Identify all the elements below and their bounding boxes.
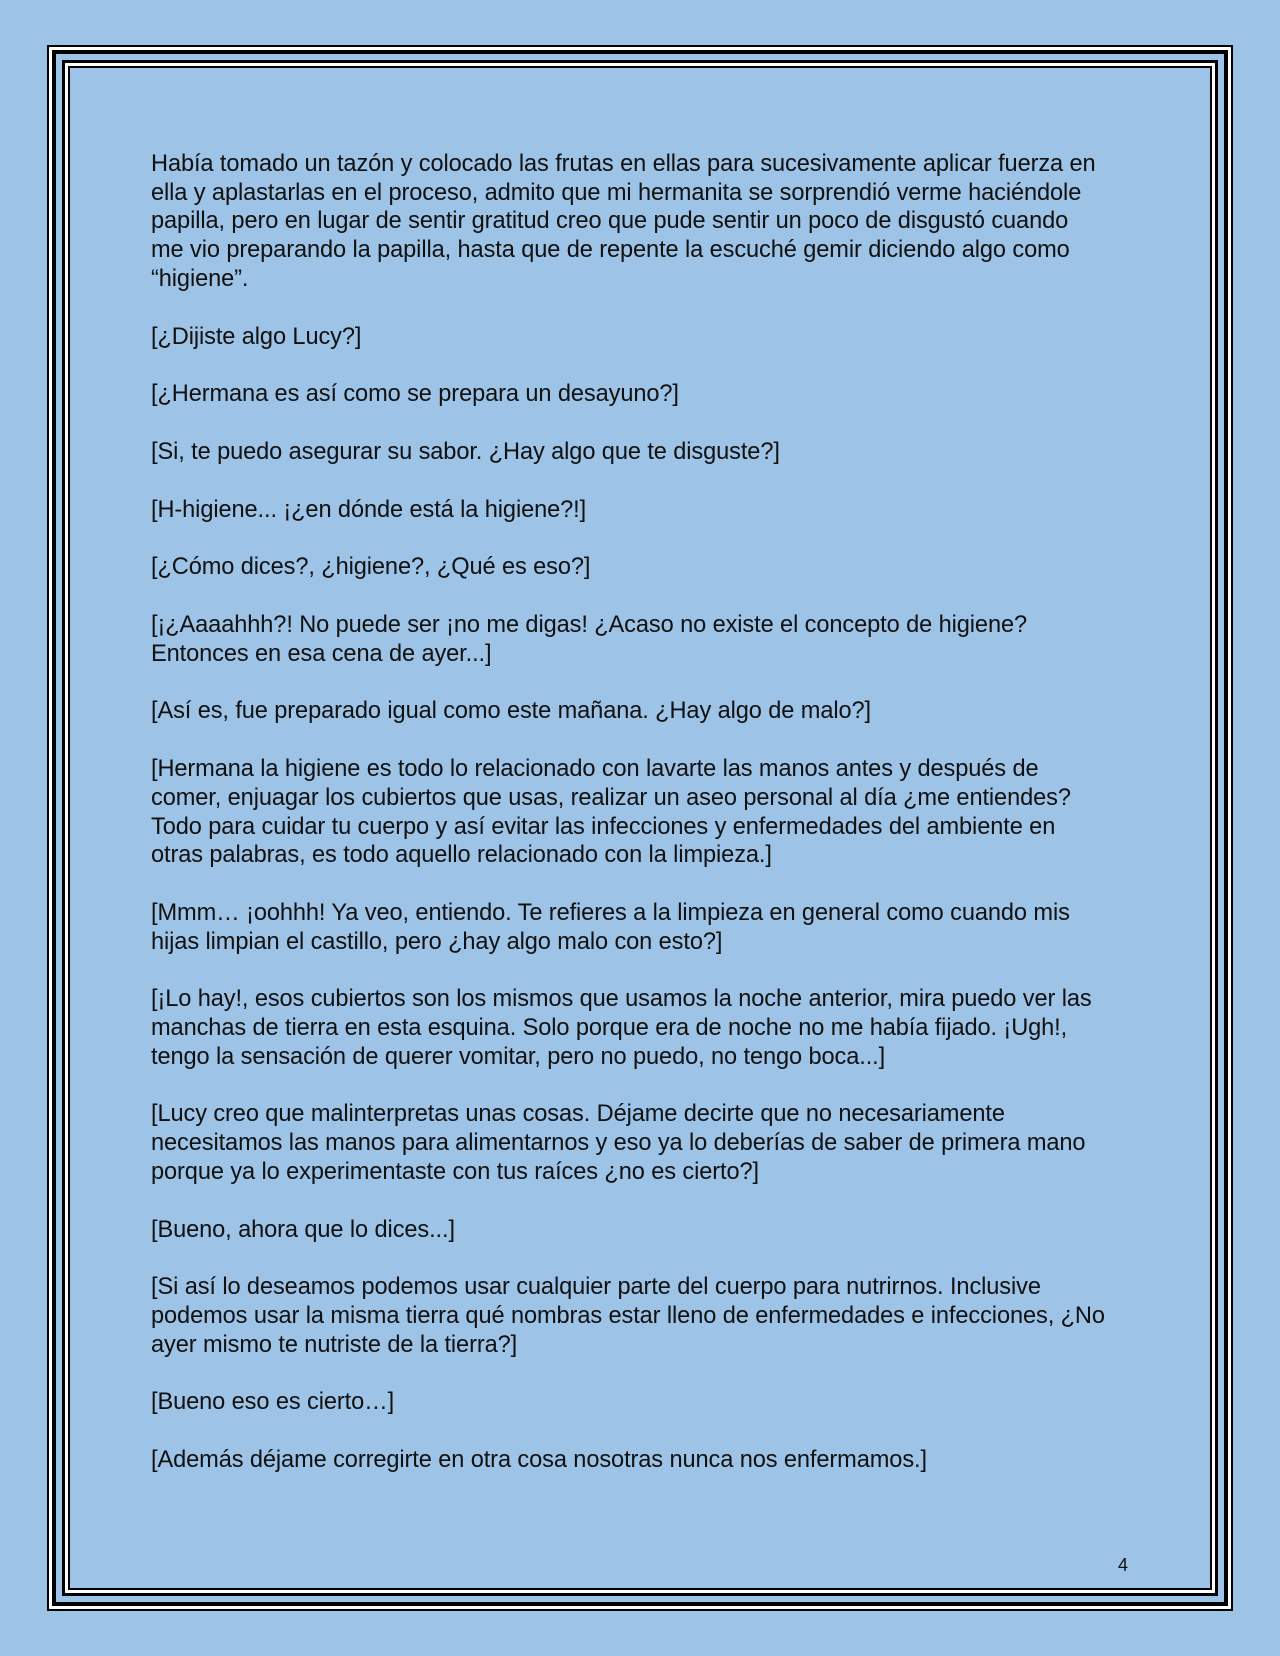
paragraph-dialogue: [Bueno eso es cierto…] bbox=[151, 1389, 395, 1416]
paragraph-dialogue: [Así es, fue preparado igual como este mañana. ¿Hay algo de malo?] bbox=[151, 698, 871, 725]
paragraph-dialogue: [Mmm… ¡oohhh! Ya veo, entiendo. Te refieres a la limpieza en general como cuando mis hijas limpian el castillo, pero ¿hay algo malo con esto?] bbox=[151, 899, 1070, 955]
paragraph-dialogue: [Bueno, ahora que lo dices...] bbox=[151, 1216, 455, 1243]
paragraph-dialogue: [¡¿Aaaahhh?! No puede ser ¡no me digas! ¿Acaso no existe el concepto de higiene? Entonces en esa cena de ayer...] bbox=[151, 612, 1028, 667]
paragraph-dialogue: [Si, te puedo asegurar su sabor. ¿Hay algo que te disguste?] bbox=[151, 438, 780, 465]
paragraph-dialogue: [Si así lo deseamos podemos usar cualquier parte del cuerpo para nutrirnos. Inclusive podemos usar la misma tierra qué nombras estar lleno de enfermedades e infecciones, ¿No ayer mismo te nutriste de la tierra?] bbox=[151, 1274, 1105, 1358]
paragraph-dialogue: [¿Dijiste algo Lucy?] bbox=[151, 323, 362, 350]
paragraph-dialogue: [¿Cómo dices?, ¿higiene?, ¿Qué es eso?] bbox=[151, 554, 591, 581]
paragraph-narration: Había tomado un tazón y colocado las frutas en ellas para sucesivamente aplicar fuerza en ella y aplastarlas en el proceso, admito que mi hermanita se sorprendió verme haciéndole papilla, pero en lugar de sentir gratitud creo que pude sentir un poco de disgustó cuando me vio preparando la papilla, hasta que de repente la escuché gemir diciendo algo como “higiene”. bbox=[151, 151, 1096, 292]
page-number: 4 bbox=[1118, 1555, 1129, 1575]
paragraph-dialogue: [Además déjame corregirte en otra cosa nosotras nunca nos enfermamos.] bbox=[151, 1447, 927, 1474]
paragraph-dialogue: [¿Hermana es así como se prepara un desayuno?] bbox=[151, 381, 679, 408]
paragraph-dialogue: [Hermana la higiene es todo lo relacionado con lavarte las manos antes y después de comer, enjuagar los cubiertos que usas, realizar un aseo personal al día ¿me entiendes? Todo para cuidar tu cuerpo y así evitar las infecciones y enfermedades del ambiente en otras palabras, es todo aquello relacionado con la limpieza.] bbox=[151, 756, 1071, 869]
paragraph-dialogue: [H-higiene... ¡¿en dónde está la higiene?!] bbox=[151, 496, 587, 523]
document-body bbox=[151, 150, 1106, 1504]
paragraph-dialogue: [Lucy creo que malinterpretas unas cosas. Déjame decirte que no necesariamente necesitamos las manos para alimentarnos y eso ya lo deberías de saber de primera mano porque ya lo experimentaste con tus raíces ¿no es cierto?] bbox=[151, 1101, 1086, 1185]
paragraph-dialogue: [¡Lo hay!, esos cubiertos son los mismos que usamos la noche anterior, mira puedo ver las manchas de tierra en esta esquina. Solo porque era de noche no me había fijado. ¡Ugh!, tengo la sensación de querer vomitar, pero no puedo, no tengo boca...] bbox=[151, 986, 1092, 1070]
